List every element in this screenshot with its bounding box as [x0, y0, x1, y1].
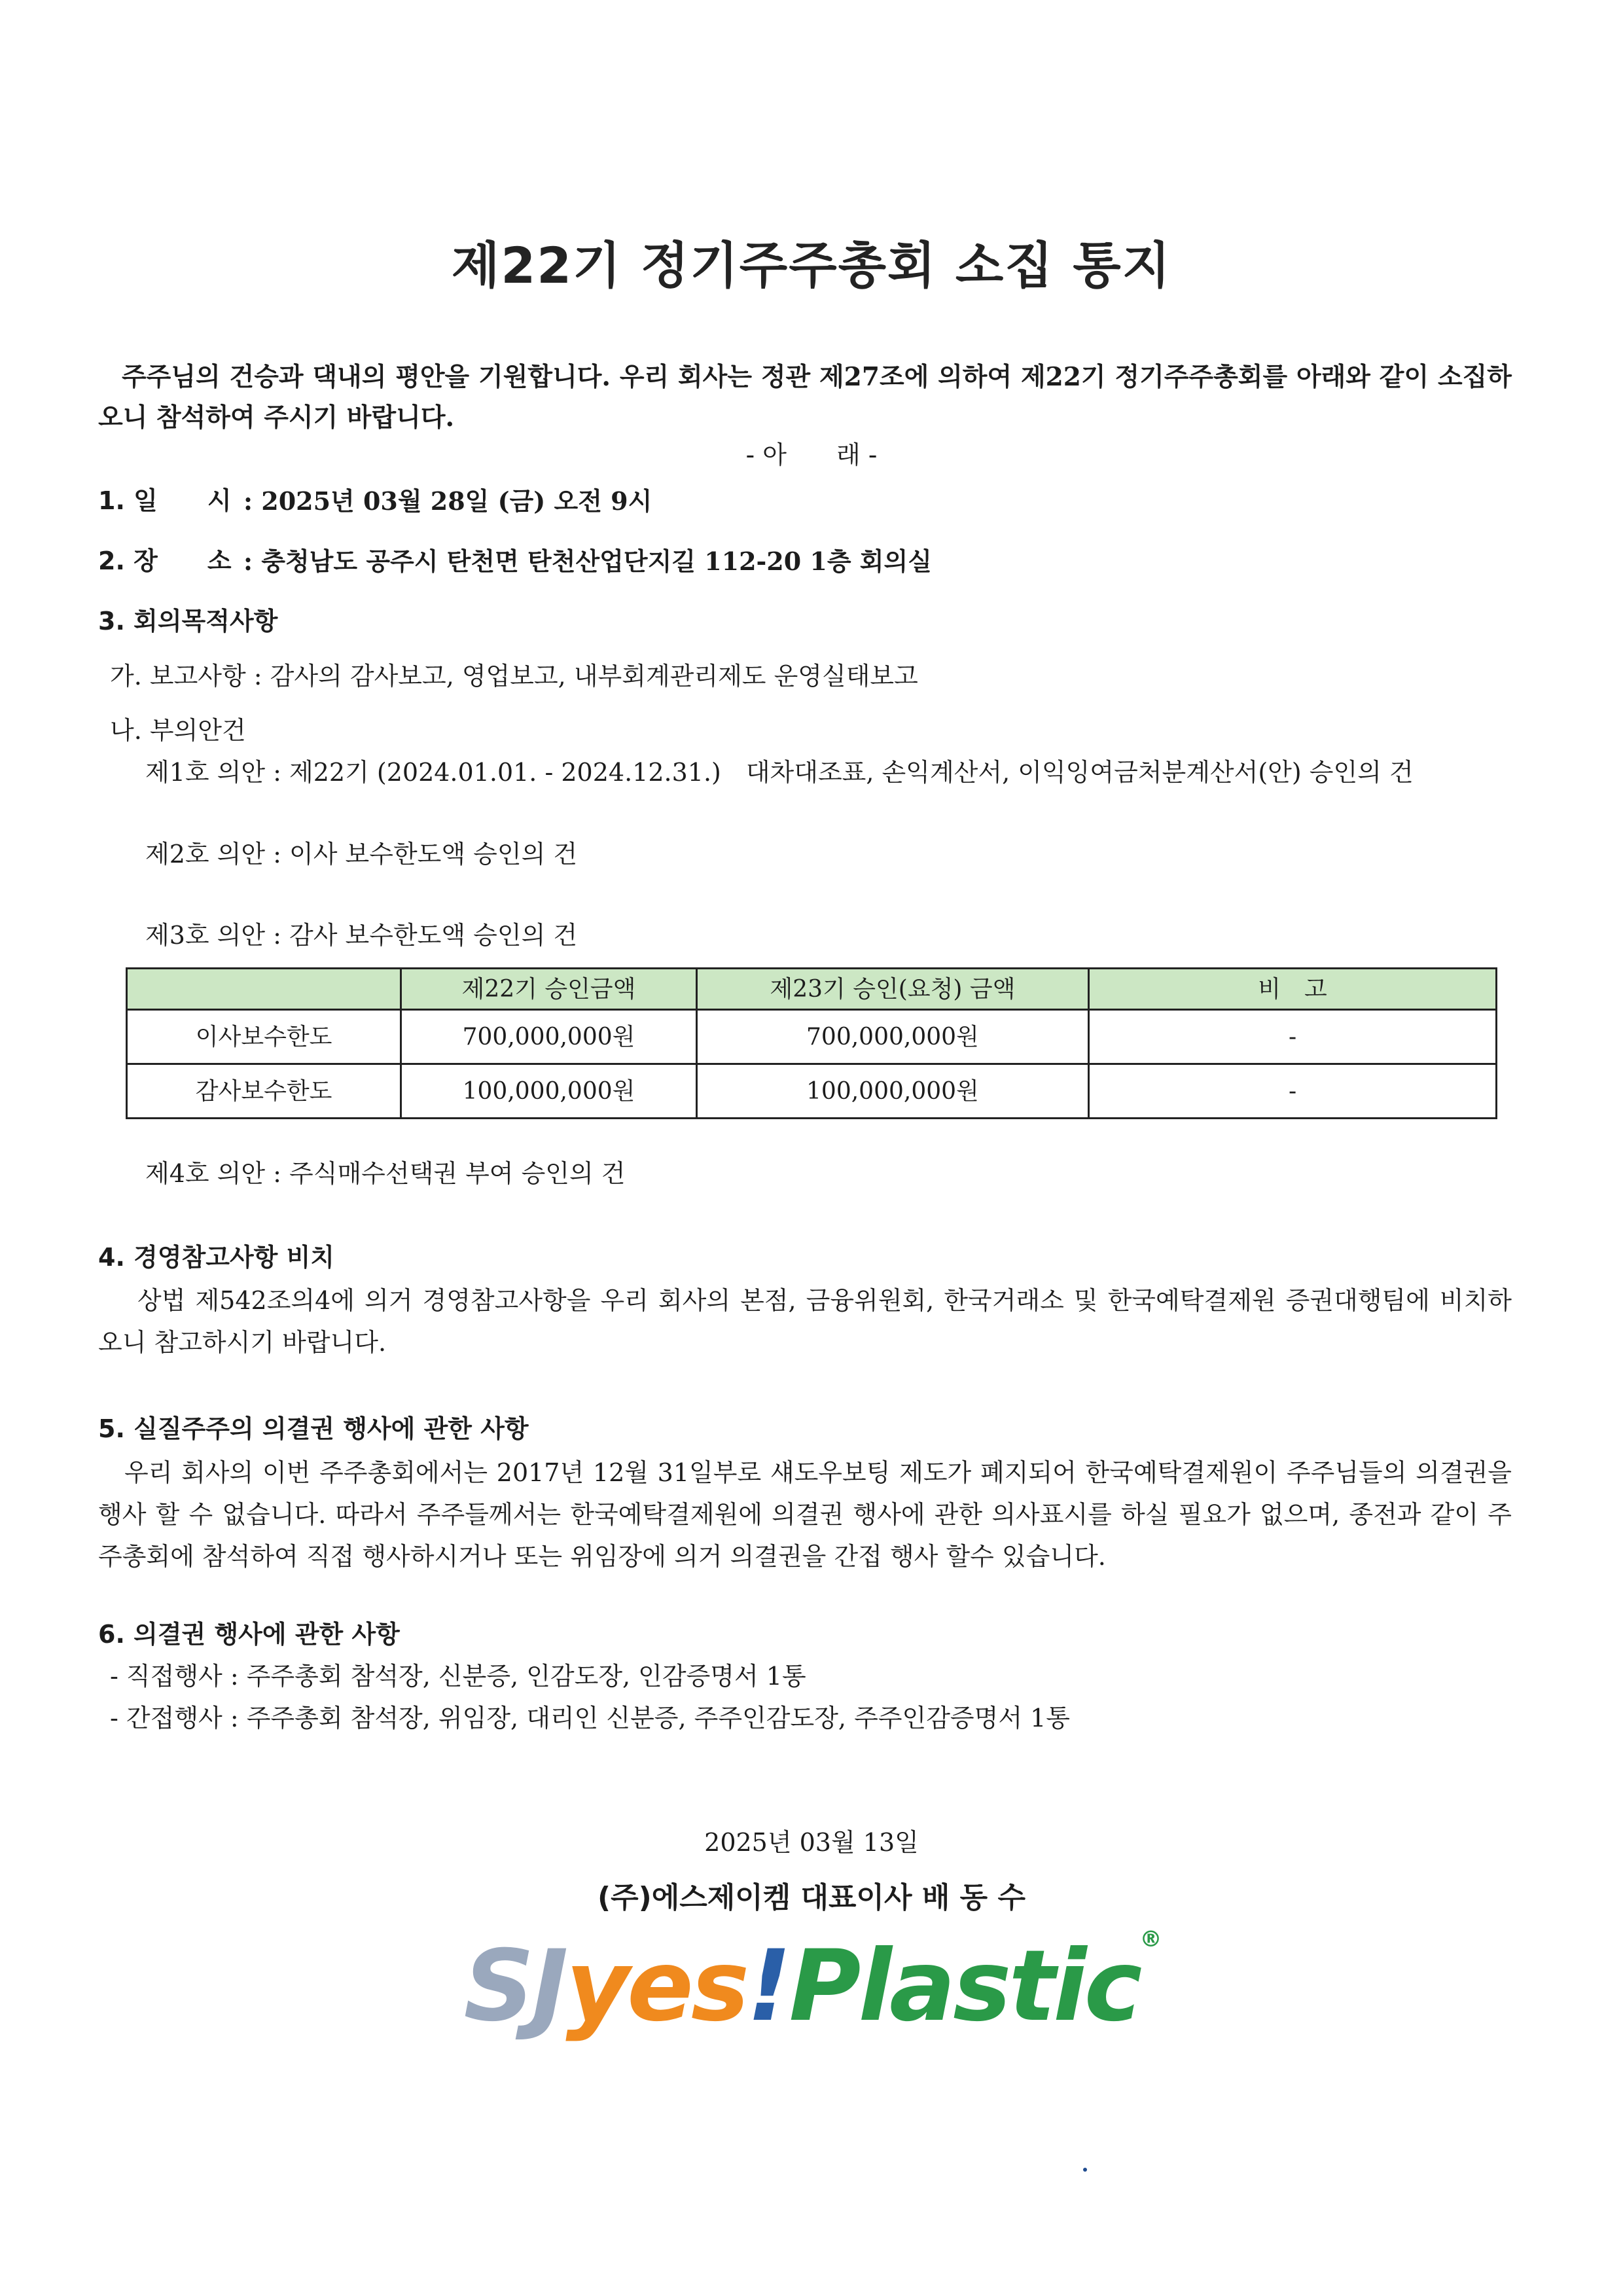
below-mark: - 아 래 - [745, 440, 878, 469]
logo-exclamation: ! [747, 1929, 789, 2043]
place-label: 2. 장 소 [98, 547, 232, 575]
table-cell: 100,000,000원 [696, 1064, 1088, 1119]
section5-heading: 5. 실질주주의 의결권 행사에 관한 사항 [98, 1414, 529, 1443]
section4-heading: 4. 경영참고사항 비치 [98, 1243, 334, 1272]
agenda-heading: 3. 회의목적사항 [98, 607, 278, 636]
registered-mark: ® [1139, 1926, 1160, 1952]
date-label: 1. 일 시 [98, 486, 232, 515]
logo-yes: yes [565, 1929, 747, 2043]
intro-text: 주주님의 건승과 댁내의 평안을 기원합니다. 우리 회사는 정관 제27조에 의하여 제22기 정기주주총회를 아래와 같이 소집하오니 참석하여 주시기 바랍니다. [98, 362, 1512, 433]
table-cell: - [1089, 1064, 1497, 1119]
logo-plastic: Plastic [789, 1929, 1140, 2043]
direct-voting: - 직접행사 : 주주총회 참석장, 신분증, 인감도장, 인감증명서 1통 [110, 1662, 806, 1691]
table-row [127, 1064, 1497, 1119]
company-representative: (주)에스제이켐 대표이사 배 동 수 [597, 1881, 1026, 1914]
table-header-cell: 제23기 승인(요청) 금액 [696, 969, 1088, 1010]
indirect-voting: - 간접행사 : 주주총회 참석장, 위임장, 대리인 신분증, 주주인감도장, 주주인감증명서 1통 [110, 1704, 1071, 1732]
report-items: 가. 보고사항 : 감사의 감사보고, 영업보고, 내부회계관리제도 운영실태보고 [110, 662, 918, 691]
stray-dot [1083, 2168, 1087, 2172]
section6-heading: 6. 의결권 행사에 관한 사항 [98, 1620, 400, 1649]
page-title: 제22기 정기주주총회 소집 통지 [451, 236, 1172, 295]
section5-body: 우리 회사의 이번 주주총회에서는 2017년 12월 31일부로 섀도우보팅 제도가 폐지되어 한국예탁결제원이 주주님들의 의결권을 행사 할 수 없습니다. 따라서 주주들께서는 한국예탁결제원에 의결권 행사에 관한 의사표시를 하실 필요가 없으며, 종전과 같이 주주총회에 참석하여 직접 행사하시거나 또는 위임장에 의거 의결권을 간접 행사 할수 있습니다. [98, 1458, 1512, 1571]
resolution-heading: 나. 부의안건 [110, 716, 246, 745]
table-cell: - [1089, 1010, 1497, 1064]
section4-body: 상법 제542조의4에 의거 경영참고사항을 우리 회사의 본점, 금융위원회, 한국거래소 및 한국예탁결제원 증권대행팀에 비치하오니 참고하시기 바랍니다. [98, 1286, 1512, 1357]
resolution-3: 제3호 의안 : 감사 보수한도액 승인의 건 [145, 921, 578, 950]
table-header-cell: 제22기 승인금액 [401, 969, 697, 1010]
intro-paragraph [98, 357, 1512, 438]
table-cell: 700,000,000원 [696, 1010, 1088, 1064]
notice-date: 2025년 03월 13일 [704, 1828, 919, 1857]
company-logo [0, 1926, 1623, 2049]
table-header-cell [127, 969, 401, 1010]
table-cell: 100,000,000원 [401, 1064, 697, 1119]
resolution-1: 제1호 의안 : 제22기 (2024.01.01. - 2024.12.31.) 대차대조표, 손익계산서, 이익잉여금처분계산서(안) 승인의 건 [145, 758, 1414, 787]
table-cell: 감사보수한도 [127, 1064, 401, 1119]
resolution-2: 제2호 의안 : 이사 보수한도액 승인의 건 [145, 840, 578, 869]
logo-sj: SJ [463, 1929, 566, 2043]
table-header-cell: 비 고 [1089, 969, 1497, 1010]
compensation-table [126, 967, 1497, 1119]
table-cell: 700,000,000원 [401, 1010, 697, 1064]
table-row [127, 1010, 1497, 1064]
resolution-4: 제4호 의안 : 주식매수선택권 부여 승인의 건 [145, 1159, 626, 1188]
date-value: : 2025년 03월 28일 (금) 오전 9시 [243, 486, 652, 516]
table-header-row [127, 969, 1497, 1010]
place-value: : 충청남도 공주시 탄천면 탄천산업단지길 112-20 1층 회의실 [243, 547, 932, 576]
table-cell: 이사보수한도 [127, 1010, 401, 1064]
